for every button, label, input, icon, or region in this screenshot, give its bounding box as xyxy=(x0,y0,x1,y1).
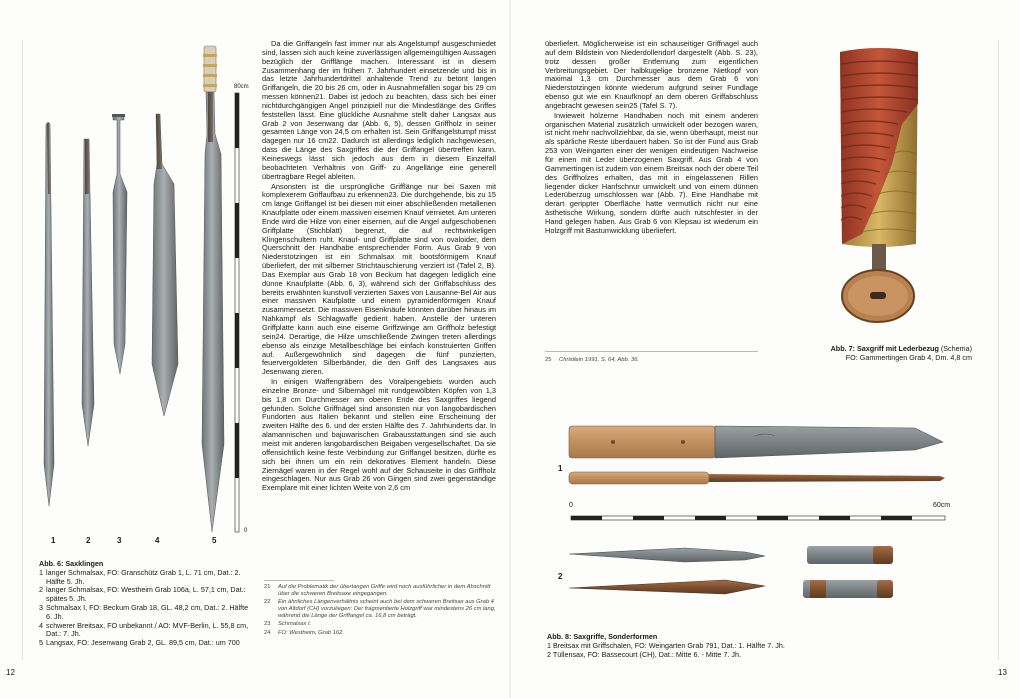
figure-8-caption xyxy=(547,633,807,659)
figure-7-caption: Abb. 7: Saxgriff mit Lederbezug (Schema) FO: Gammertingen Grab 4, Dm. 4,8 cm xyxy=(800,345,972,363)
body-text-column-right xyxy=(545,40,758,236)
sax-1-side-view xyxy=(569,472,945,484)
paragraph: Inwieweit hölzerne Handhaben noch mit einem anderen organischen Material zusätzlich umwickelt oder bezogen waren, ist nicht mehr nachvollziehbar, da sie, wenn überhaupt, meist nur als spärliche Reste überdauert haben. So ist der Fund aus Grab 253 von Weingarten einer der wenigen eindeutigen Nachweise für einen mit Leder überzogenen Saxgriff. Aus Grab 4 von Gammertingen ist zudem von einem Breitsax noch der obere Teil des Griffholzes erhalten, das mit in eingelassenen Rillen liegender dicker Hanfschnur umwickelt und von einem dünnen Lederüberzug umschlossen war (Abb. 7). Eine Handhabe mit derart gerippter Oberfläche hatte vermutlich nicht nur eine ästhetische Wirkung, sondern dürfte auch rutschfester in der Hand gelegen haben. Aus Grab 6 von Klepsau ist wiederum ein Holzgriff mit Bastumwicklung überliefert. xyxy=(545,110,758,235)
scale-label-bottom: 0 xyxy=(244,528,248,534)
caption-item: 2 langer Schmalsax, FO: Westheim Grab 106a, L. 57,1 cm, Dat.: spätes 5. Jh. xyxy=(39,585,246,604)
blade-number-5: 5 xyxy=(212,536,217,545)
scale-label-right: 60cm xyxy=(933,502,951,509)
footnotes-left xyxy=(264,584,496,638)
blade-5 xyxy=(202,46,224,532)
footnote: 23 Schmalsax I. xyxy=(264,621,312,628)
sax-2-view-a xyxy=(569,546,893,564)
book-gutter xyxy=(509,0,511,698)
page-edge-left xyxy=(22,40,23,660)
grip-cross-section xyxy=(842,270,914,322)
caption-item: 1 langer Schmalsax, FO: Granschütz Grab 1, L. 71 cm, Dat.: 2. Hälfte 5. Jh. xyxy=(39,567,241,586)
paragraph: Da die Griffangeln fast immer nur als Angelstumpf ausgeschmiedet sind, lassen sich auch keine zuverlässigen allgemeingültigen Aussagen bezüglich der Grifflänge machen. Interessant ist in diesem Zusammenhang der im frühen 7. Jahrhundert einsetzende und bis in das letzte Jahrhundertdrittel anhaltende Trend zu betont langen Griffangeln, die 20 bis 26 cm, oder in Ausnahmefällen sogar bis 29 cm messen können21. Dabei ist jedoch zu beachten, dass sich bei einer nichtdurchgängigen Angel prinzipiell nur die Mindestlänge des Griffes feststellen lässt. Eine glückliche Ausnahme stellt daher Langsax aus Grab 2 von Jesenwang dar (Abb. 6, 5), dessen Griffholz in seiner gesamten Länge von 24,5 cm erhalten ist. Sein Griffangelstumpf misst dagegen nur 16 cm22. Dadurch ist allerdings lediglich nachgewiesen, dass die Länge des Saxgriffes die der Griffangel übertreffen kann. Keineswegs lässt sich jedoch aus dem in diesem Einzelfall beobachteten Verhältnis von Griff- zu Angellänge eine generell übertragbare Regel ableiten. xyxy=(262,39,496,181)
figure-special-grips xyxy=(555,420,985,620)
blade-number-2: 2 xyxy=(86,536,91,545)
figure-8-caption-title: Abb. 8: Saxgriffe, Sonderformen xyxy=(547,632,658,641)
footnotes-right xyxy=(545,357,758,365)
blade-4 xyxy=(152,114,178,416)
page-number-right: 13 xyxy=(998,668,1007,677)
figure-8-caption-line: 2 Tüllensax, FO: Bassecourt (CH), Dat.: Mitte 6. - Mitte 7. Jh. xyxy=(547,649,741,659)
blade-number-4: 4 xyxy=(155,536,160,545)
footnote: 25 Christlein 1991, S. 64, Abb. 36. xyxy=(545,357,640,363)
figure-sax-blades xyxy=(28,44,249,549)
sax-1-top-view xyxy=(569,426,943,458)
footnote-rule-left xyxy=(264,580,334,581)
paragraph: In einigen Waffengräbern des Voralpengebiets wurden auch einzelne Bronze- und Silbernägel mit rundgewölbten Köpfen von 1,3 bis 1,8 cm Durchmesser am oberen Ende des Saxgriffes liegend gefunden. Solche Griffnägel sind ansonsten nur von langobardischen Fundorten aus Italien bekannt und stellen eine Erscheinung der zweiten Hälfte des 6. und der ersten Hälfte des 7. Jahrhunderts dar. In alamannischen und bajuwarischen Grabausstattungen sind sie auch meist mit anderen langobardischen Beigaben vergesellschaftet. Da sie offensichtlich keine feste Verbindung zur Griffangel besitzen, dürfte es sich bei ihnen um ein rein dekoratives Element handeln. Diese Ziernägel waren in der Regel wohl auf der Schauseite in das Griffholz eingeschlagen. Nur aus Grab 26 von Gingen sind zwei gegenständige Exemplare mit einer lichten Weite von 2,6 cm xyxy=(262,377,496,493)
figure-6-caption xyxy=(39,560,254,648)
blade-2 xyxy=(82,139,94,446)
fig8-number-2: 2 xyxy=(558,572,563,581)
figure-6-caption-title: Abb. 6: Saxklingen xyxy=(39,559,104,568)
caption-item: 3 Schmalsax I, FO: Beckum Grab 18, GL. 48,2 cm, Dat.: 2. Hälfte 6. Jh. xyxy=(39,602,249,621)
caption-item: 5 Langsax, FO: Jesenwang Grab 2, GL. 89,5 cm, Dat.: um 700 xyxy=(39,638,240,648)
figure-grip-leather xyxy=(832,44,928,334)
blade-number-3: 3 xyxy=(117,536,122,545)
blade-number-1: 1 xyxy=(51,536,56,545)
footnote: 24 FO: Westheim, Grab 162. xyxy=(264,629,344,636)
scale-bar-vertical xyxy=(235,93,239,532)
sax-blades-illustration xyxy=(28,44,246,549)
page-edge-right xyxy=(998,40,999,660)
scale-label-top: 80cm xyxy=(234,84,249,90)
paragraph: Ansonsten ist die ursprüngliche Grifflänge nur bei Saxen mit komplexerem Griffaufbau zu erkennen23. Die durchgehende, bis zu 15 cm lange Griffangel ist bei diesen mit einer abschließenden metallenen Knaufplatte oder einem massiven eisernen Knauf vernietet. Am unteren Ende wird die Hilze von einer eisernen, auf die Angel aufgeschobenen Griffplatte (Stichblatt) begrenzt, die auf rechtwinkeligen Klingenschultern ruht. Knauf- und Griffplatte sind von ovaloider, dem Querschnitt der Handhabe entsprechender Form. Aus Grab 9 von Niederstotzingen ist ein Schmalsax mit bootsförmigem Knauf überliefert, der mit silberner Strichtauschierung verziert ist (Tafel 2, B). Das Exemplar aus Grab 18 von Beckum hat dagegen lediglich eine dünne Knaufplatte (Abb. 6, 3), während sich der Griffabschluss des bereits erwähnten kunstvoll verzierten Saxes von Lausanne-Bel Air aus einer massiven Kaufplatte und einem pyramidenförmigen Knauf zusammensetzt. Die massiven Eisenknäufe könnten darüber hinaus im Nahkampf als Schlagwaffe gedient haben. Anstelle der unteren Griffplatte kann auch eine eiserne Griffzwinge am Griffholz befestigt sein24. Derartige, die Hilze umschließende Zwingen treten allerdings ebenso als einzige Metallbeschläge bei einfach konstruierten Griffen auf. Außergewöhnlich sind dagegen die fünf punzierten, feuervergoldeten Silberbänder, die den Griff des Langsaxes aus Jesenwang zieren. xyxy=(262,181,496,377)
footnote-rule-right xyxy=(545,351,758,352)
footnote: 22 Ein ähnliches Längenverhältnis scheint auch bei dem schweren Breitsax aus Grab 4 von Altdorf (CH) vorzuliegen: Der fragmentierte Holzgriff war mindestens 26 cm lang, während die Länge der Griffangel ca. 16,8 cm beträgt. xyxy=(264,599,496,620)
figure-7-caption-title: Abb. 7: Saxgriff mit Lederbezug xyxy=(830,344,939,353)
body-text-column-left xyxy=(262,40,496,493)
special-grips-illustration xyxy=(555,420,985,620)
fig8-number-1: 1 xyxy=(558,464,563,473)
page-number-left: 12 xyxy=(6,668,15,677)
scale-label-left: 0 xyxy=(569,502,573,509)
figure-8-caption-line: 1 Breitsax mit Griffschalen, FO: Weingarten Grab 791, Dat.: 1. Hälfte 7. Jh. xyxy=(547,640,785,650)
paragraph: überliefert. Möglicherweise ist ein schauseitiger Griffnagel auch auf dem Bildstein von Niederdollendorf dargestellt (Abb. S. 23), trotz dessen großer Entfernung zum eigentlichen Verbreitungsgebiet. Der halbkugelige bronzene Nietkopf von maximal 1,3 cm Durchmesser aus dem Grab 6 von Niederstotzingen könnte wiederum aufgrund seiner Fundlage ebenso gut wie ein Knaufknopf an dem oberen Griffabschluss angebracht gewesen sein25 (Tafel S. 7). xyxy=(545,39,758,110)
grip-body xyxy=(840,48,918,272)
footnote: 21 Auf die Problematik der übertangen Griffe wird noch ausführlicher in dem Abschnitt über die schweren Breitsaxe eingegangen. xyxy=(264,584,491,598)
grip-leather-illustration xyxy=(832,44,928,334)
blade-1 xyxy=(44,122,54,506)
figure-7-caption-line: FO: Gammertingen Grab 4, Dm. 4,8 cm xyxy=(845,352,972,362)
blade-3 xyxy=(112,114,127,374)
caption-item: 4 schwerer Breitsax, FO unbekannt / AO: MVF-Berlin, L. 55,8 cm, Dat.: 7. Jh. xyxy=(39,620,249,639)
scale-bar-horizontal xyxy=(571,516,945,520)
sax-2-view-b xyxy=(569,580,893,598)
